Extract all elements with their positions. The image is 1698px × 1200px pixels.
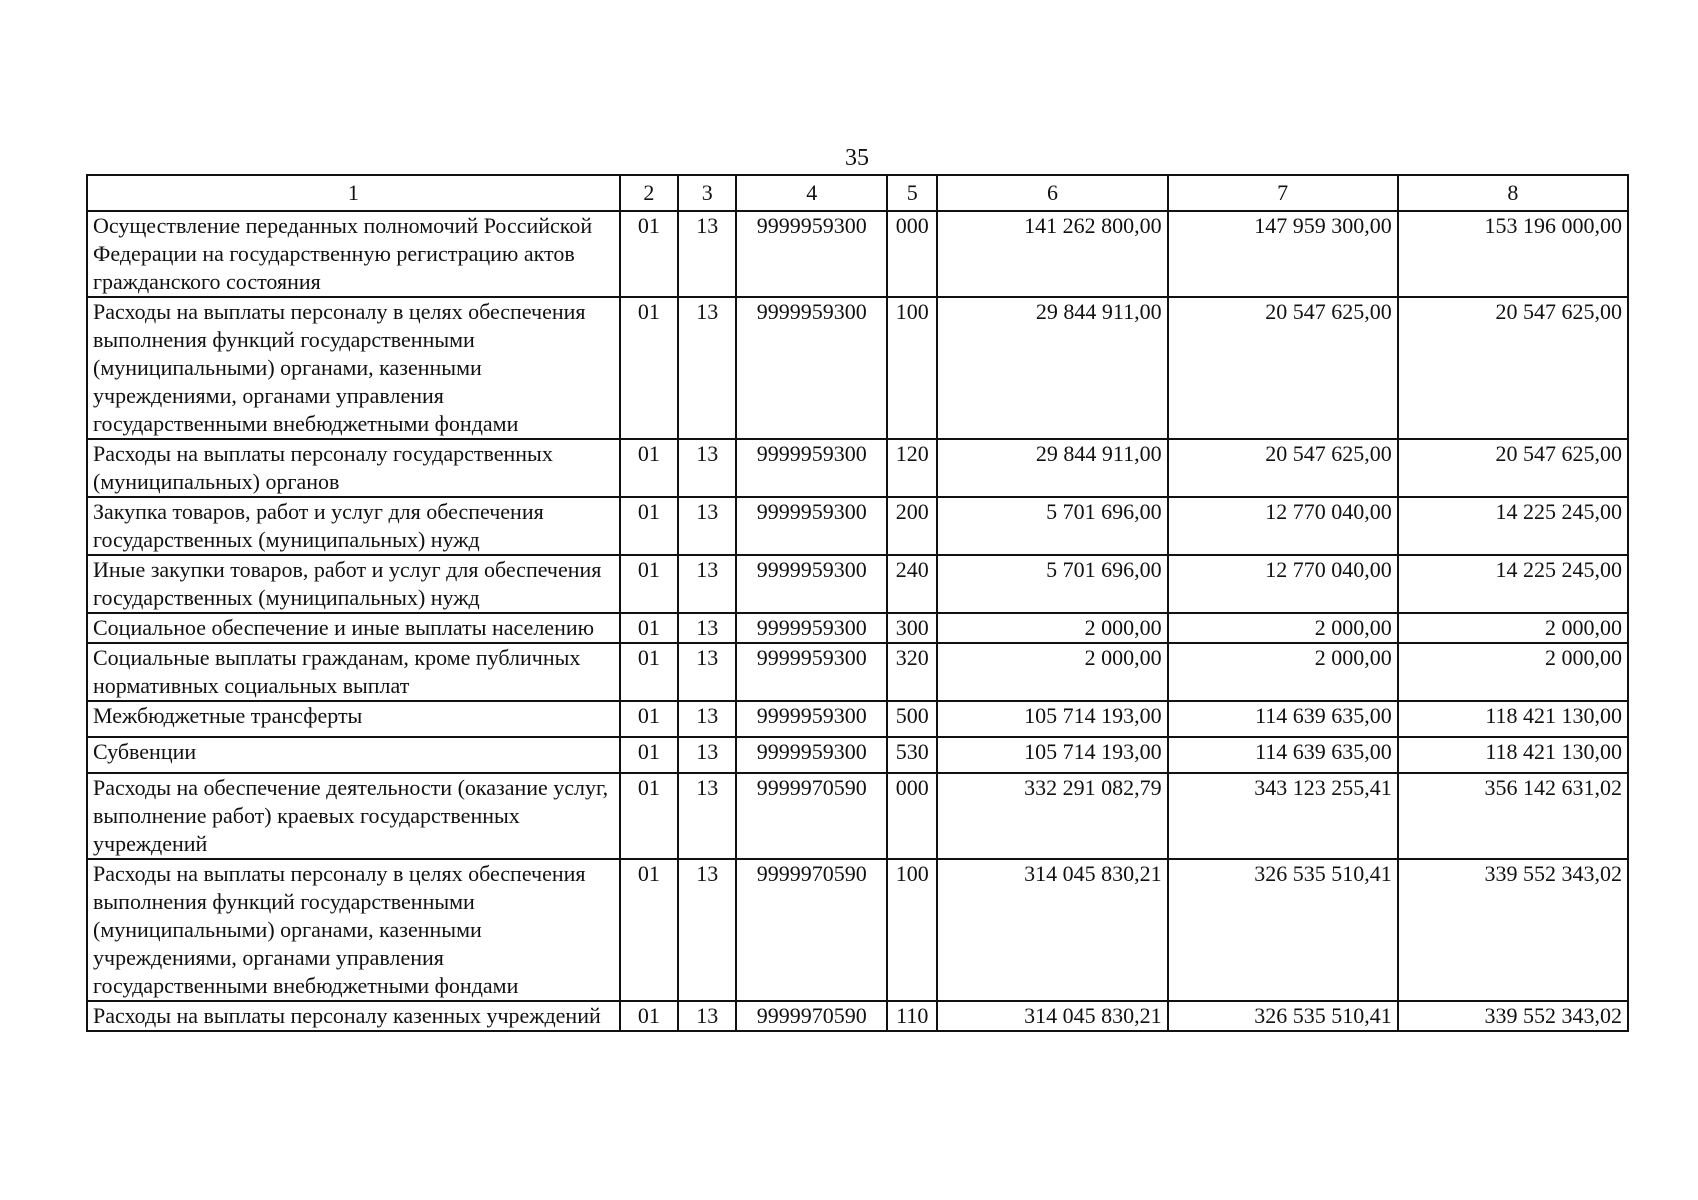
amount-col-7: 326 535 510,41 xyxy=(1168,1001,1398,1031)
section-code: 01 xyxy=(620,613,678,643)
amount-col-8: 2 000,00 xyxy=(1398,643,1628,701)
subsection-code: 13 xyxy=(678,701,736,737)
expense-type-code: 000 xyxy=(887,773,937,859)
amount-col-6: 5 701 696,00 xyxy=(937,497,1167,555)
section-code: 01 xyxy=(620,773,678,859)
table-row xyxy=(87,497,1628,555)
amount-col-8: 118 421 130,00 xyxy=(1398,737,1628,773)
expense-type-code: 100 xyxy=(887,859,937,1001)
target-article-code: 9999959300 xyxy=(736,643,887,701)
section-code: 01 xyxy=(620,701,678,737)
table-row xyxy=(87,1001,1628,1031)
amount-col-6: 2 000,00 xyxy=(937,643,1167,701)
target-article-code: 9999970590 xyxy=(736,773,887,859)
section-code: 01 xyxy=(620,737,678,773)
section-code: 01 xyxy=(620,497,678,555)
subsection-code: 13 xyxy=(678,859,736,1001)
section-code: 01 xyxy=(620,1001,678,1031)
expense-name: Расходы на выплаты персоналу казенных учреждений xyxy=(87,1001,620,1031)
amount-col-8: 356 142 631,02 xyxy=(1398,773,1628,859)
target-article-code: 9999970590 xyxy=(736,1001,887,1031)
target-article-code: 9999959300 xyxy=(736,297,887,439)
expense-type-code: 200 xyxy=(887,497,937,555)
subsection-code: 13 xyxy=(678,497,736,555)
subsection-code: 13 xyxy=(678,439,736,497)
section-code: 01 xyxy=(620,297,678,439)
header-col-7: 7 xyxy=(1168,175,1398,211)
target-article-code: 9999959300 xyxy=(736,211,887,297)
header-row xyxy=(87,175,1628,211)
expense-type-code: 110 xyxy=(887,1001,937,1031)
amount-col-6: 141 262 800,00 xyxy=(937,211,1167,297)
target-article-code: 9999959300 xyxy=(736,497,887,555)
expense-name: Социальные выплаты гражданам, кроме публичных нормативных социальных выплат xyxy=(87,643,620,701)
expense-type-code: 240 xyxy=(887,555,937,613)
expense-type-code: 000 xyxy=(887,211,937,297)
table-body xyxy=(87,211,1628,1031)
expense-name: Расходы на обеспечение деятельности (оказание услуг, выполнение работ) краевых государственных учреждений xyxy=(87,773,620,859)
expense-name: Расходы на выплаты персоналу в целях обеспечения выполнения функций государственными (муниципальными) органами, казенными учреждениями, органами управления государственными внебюджетными фондами xyxy=(87,297,620,439)
table-row xyxy=(87,701,1628,737)
header-col-6: 6 xyxy=(937,175,1167,211)
section-code: 01 xyxy=(620,211,678,297)
amount-col-8: 14 225 245,00 xyxy=(1398,497,1628,555)
expense-type-code: 530 xyxy=(887,737,937,773)
table-row xyxy=(87,773,1628,859)
header-col-3: 3 xyxy=(678,175,736,211)
amount-col-8: 20 547 625,00 xyxy=(1398,297,1628,439)
header-col-8: 8 xyxy=(1398,175,1628,211)
amount-col-7: 343 123 255,41 xyxy=(1168,773,1398,859)
expense-name: Иные закупки товаров, работ и услуг для обеспечения государственных (муниципальных) нужд xyxy=(87,555,620,613)
amount-col-6: 314 045 830,21 xyxy=(937,1001,1167,1031)
amount-col-6: 314 045 830,21 xyxy=(937,859,1167,1001)
table-row xyxy=(87,859,1628,1001)
table-row xyxy=(87,613,1628,643)
budget-table xyxy=(86,174,1629,1032)
amount-col-6: 332 291 082,79 xyxy=(937,773,1167,859)
expense-type-code: 320 xyxy=(887,643,937,701)
subsection-code: 13 xyxy=(678,773,736,859)
header-col-2: 2 xyxy=(620,175,678,211)
target-article-code: 9999959300 xyxy=(736,737,887,773)
target-article-code: 9999959300 xyxy=(736,613,887,643)
page-number: 35 xyxy=(845,145,869,171)
amount-col-6: 105 714 193,00 xyxy=(937,701,1167,737)
amount-col-6: 105 714 193,00 xyxy=(937,737,1167,773)
subsection-code: 13 xyxy=(678,211,736,297)
subsection-code: 13 xyxy=(678,555,736,613)
expense-type-code: 300 xyxy=(887,613,937,643)
amount-col-7: 114 639 635,00 xyxy=(1168,737,1398,773)
expense-name: Расходы на выплаты персоналу государственных (муниципальных) органов xyxy=(87,439,620,497)
amount-col-6: 29 844 911,00 xyxy=(937,297,1167,439)
subsection-code: 13 xyxy=(678,297,736,439)
amount-col-8: 20 547 625,00 xyxy=(1398,439,1628,497)
amount-col-8: 153 196 000,00 xyxy=(1398,211,1628,297)
amount-col-7: 12 770 040,00 xyxy=(1168,555,1398,613)
expense-name: Расходы на выплаты персоналу в целях обеспечения выполнения функций государственными (муниципальными) органами, казенными учреждениями, органами управления государственными внебюджетными фондами xyxy=(87,859,620,1001)
table-row xyxy=(87,737,1628,773)
section-code: 01 xyxy=(620,859,678,1001)
header-col-4: 4 xyxy=(736,175,887,211)
expense-type-code: 500 xyxy=(887,701,937,737)
amount-col-7: 2 000,00 xyxy=(1168,613,1398,643)
target-article-code: 9999970590 xyxy=(736,859,887,1001)
amount-col-7: 2 000,00 xyxy=(1168,643,1398,701)
section-code: 01 xyxy=(620,439,678,497)
amount-col-6: 5 701 696,00 xyxy=(937,555,1167,613)
section-code: 01 xyxy=(620,643,678,701)
amount-col-8: 339 552 343,02 xyxy=(1398,1001,1628,1031)
target-article-code: 9999959300 xyxy=(736,701,887,737)
amount-col-7: 114 639 635,00 xyxy=(1168,701,1398,737)
amount-col-6: 29 844 911,00 xyxy=(937,439,1167,497)
table-row xyxy=(87,555,1628,613)
amount-col-7: 20 547 625,00 xyxy=(1168,297,1398,439)
expense-name: Социальное обеспечение и иные выплаты населению xyxy=(87,613,620,643)
section-code: 01 xyxy=(620,555,678,613)
amount-col-6: 2 000,00 xyxy=(937,613,1167,643)
amount-col-8: 118 421 130,00 xyxy=(1398,701,1628,737)
amount-col-7: 20 547 625,00 xyxy=(1168,439,1398,497)
amount-col-8: 2 000,00 xyxy=(1398,613,1628,643)
table-row xyxy=(87,297,1628,439)
table-row xyxy=(87,643,1628,701)
target-article-code: 9999959300 xyxy=(736,439,887,497)
subsection-code: 13 xyxy=(678,1001,736,1031)
amount-col-7: 147 959 300,00 xyxy=(1168,211,1398,297)
amount-col-7: 326 535 510,41 xyxy=(1168,859,1398,1001)
table-row xyxy=(87,211,1628,297)
amount-col-8: 14 225 245,00 xyxy=(1398,555,1628,613)
expense-name: Осуществление переданных полномочий Российской Федерации на государственную регистрацию актов гражданского состояния xyxy=(87,211,620,297)
expense-name: Закупка товаров, работ и услуг для обеспечения государственных (муниципальных) нужд xyxy=(87,497,620,555)
target-article-code: 9999959300 xyxy=(736,555,887,613)
expense-type-code: 100 xyxy=(887,297,937,439)
header-col-5: 5 xyxy=(887,175,937,211)
subsection-code: 13 xyxy=(678,737,736,773)
expense-type-code: 120 xyxy=(887,439,937,497)
header-col-1: 1 xyxy=(87,175,620,211)
amount-col-7: 12 770 040,00 xyxy=(1168,497,1398,555)
table-row xyxy=(87,439,1628,497)
expense-name: Субвенции xyxy=(87,737,620,773)
expense-name: Межбюджетные трансферты xyxy=(87,701,620,737)
amount-col-8: 339 552 343,02 xyxy=(1398,859,1628,1001)
subsection-code: 13 xyxy=(678,613,736,643)
subsection-code: 13 xyxy=(678,643,736,701)
table-header xyxy=(87,175,1628,211)
